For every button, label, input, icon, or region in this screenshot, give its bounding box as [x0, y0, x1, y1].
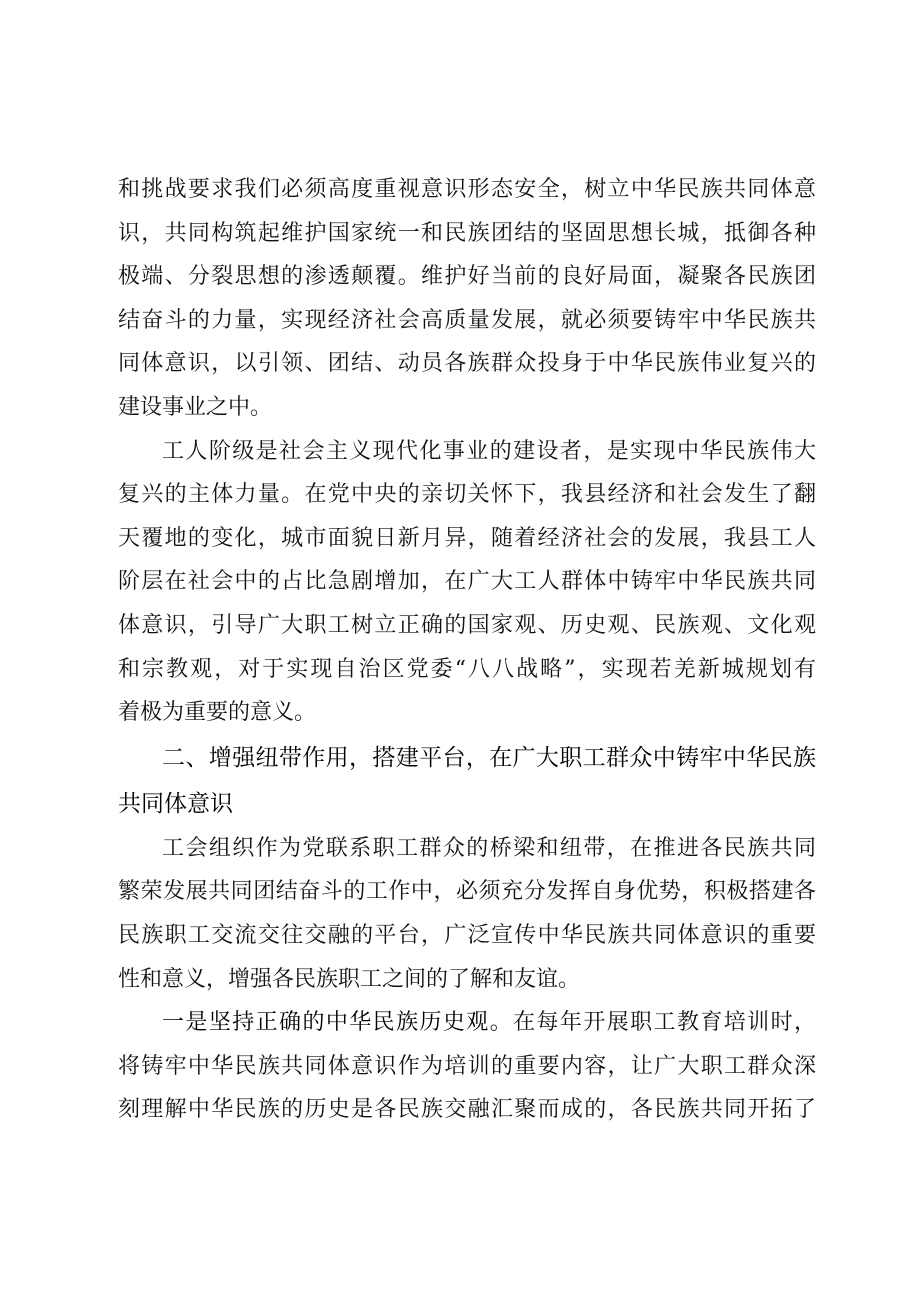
text-line: 和宗教观，对于实现自治区党委“八八战略”，实现若羌新城规划有: [118, 656, 816, 682]
text-line: 工会组织作为党联系职工群众的桥梁和纽带，在推进各民族共同: [162, 835, 816, 861]
text-line: 和挑战要求我们必须高度重视意识形态安全，树立中华民族共同体意: [118, 177, 816, 202]
paragraph-2: [118, 430, 816, 735]
heading-line: 二、增强纽带作用，搭建平台，在广大职工群众中铸牢中华民族: [162, 744, 816, 771]
text-line: 着极为重要的意义。: [118, 700, 317, 726]
paragraph-lead: 一是坚持正确的中华民族历史观。: [162, 1010, 514, 1036]
text-line: 阶层在社会中的占比急剧增加，在广大工人群体中铸牢中华民族共同: [118, 569, 816, 595]
text-line: 建设事业之中。: [118, 394, 273, 420]
text-line: 繁荣发展共同团结奋斗的工作中，必须充分发挥自身优势，积极搭建各: [118, 879, 816, 905]
text-line: 将铸牢中华民族共同体意识作为培训的重要内容，让广大职工群众深: [118, 1053, 816, 1079]
text-line: 同体意识，以引领、团结、动员各族群众投身于中华民族伟业复兴的: [118, 351, 816, 377]
text-line: 性和意义，增强各民族职工之间的了解和友谊。: [118, 966, 581, 992]
text-line: 民族职工交流交往交融的平台，广泛宣传中华民族共同体意识的重要: [118, 922, 816, 948]
text-line: 体意识，引导广大职工树立正确的国家观、历史观、民族观、文化观: [118, 612, 816, 638]
paragraph-lead-rest: 在每年开展职工教育培训时，: [513, 1010, 816, 1036]
text-line: 刻理解中华民族的历史是各民族交融汇聚而成的，各民族共同开拓了: [118, 1097, 816, 1123]
text-line: 工人阶级是社会主义现代化事业的建设者，是实现中华民族伟大: [162, 438, 816, 464]
text-line: [118, 1001, 816, 1045]
text-line: 极端、分裂思想的渗透颠覆。维护好当前的良好局面，凝聚各民族团: [118, 264, 816, 290]
section-heading: [118, 735, 816, 827]
heading-line: 共同体意识: [118, 790, 233, 817]
text-line: 天覆地的变化，城市面貌日新月异，随着经济社会的发展，我县工人: [118, 525, 816, 551]
paragraph-1: [118, 168, 816, 430]
text-line: 结奋斗的力量，实现经济社会高质量发展，就必须要铸牢中华民族共: [118, 307, 816, 333]
paragraph-3: [118, 827, 816, 1001]
paragraph-4: [118, 1001, 816, 1132]
text-line: 复兴的主体力量。在党中央的亲切关怀下，我县经济和社会发生了翻: [118, 482, 816, 508]
document-body: [118, 168, 816, 1132]
text-line: 识，共同构筑起维护国家统一和民族团结的坚固思想长城，抵御各种: [118, 220, 816, 246]
